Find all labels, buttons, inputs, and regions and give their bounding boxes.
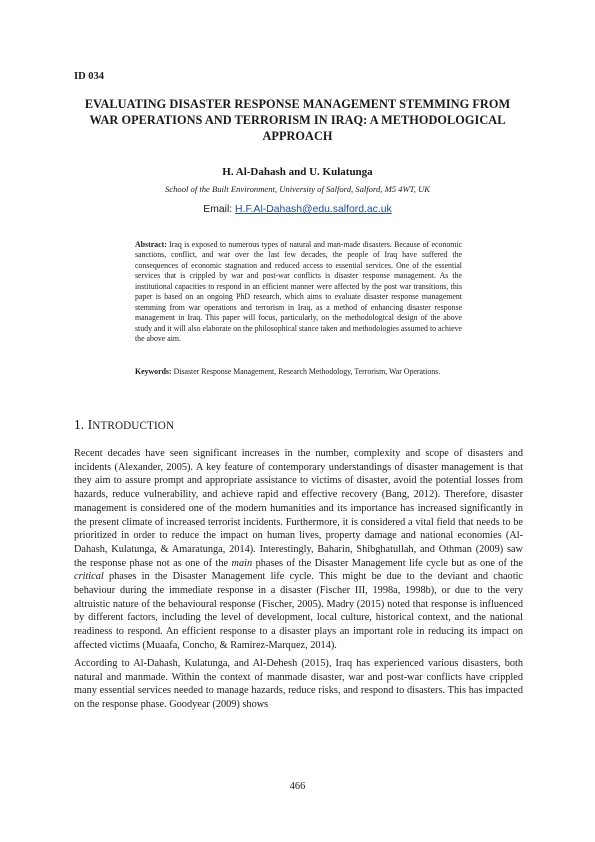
- keywords-label: Keywords:: [135, 367, 172, 376]
- paragraph-1-part-2: phases of the Disaster Management life cycle but as one of the: [252, 557, 524, 569]
- emphasis-critical: critical: [74, 571, 104, 583]
- section-title-rest: NTRODUCTION: [92, 420, 175, 432]
- section-number: 1.: [74, 417, 85, 432]
- email-link[interactable]: H.F.Al-Dahash@edu.salford.ac.uk: [235, 204, 392, 215]
- page-number: 466: [289, 781, 306, 792]
- abstract-label: Abstract:: [135, 240, 167, 249]
- abstract-text: Iraq is exposed to numerous types of natural and man-made disasters. Because of economic sanctions, conflict, and war over the last few decades, the people of Iraq have suffered the consequences of economic stagnation and reduced access to essential services. One of the essential services that is crippled by war and post-war conflicts is disaster response management. As the institutional capacities to respond in an efficient manner were affected by the post war transitions, this paper is based on an ongoing PhD research, which aims to evaluate disaster response management stemming from war operations and terrorism in Iraq, as a method of enhancing disaster response management in Iraq. This paper will focus, particularly, on the methodological design of the above study and it will also elaborate on the philosophical stance taken and methodologies assumed to achieve the above aim.: [135, 240, 462, 344]
- paragraph-1: [74, 447, 523, 653]
- section-heading-introduction: [74, 417, 174, 433]
- keywords-text: Disaster Response Management, Research Methodology, Terrorism, War Operations.: [173, 367, 441, 376]
- paper-id: ID 034: [74, 71, 105, 82]
- abstract: [135, 240, 462, 345]
- paragraph-2: According to Al-Dahash, Kulatunga, and Al-Dehesh (2015), Iraq has experienced various disasters, both natural and manmade. Within the context of manmade disaster, war and post-war conflicts have crippled many essential services needed to manage hazards, reduce risks, and respond to disasters. This has impacted on the response phase. Goodyear (2009) shows: [74, 658, 523, 711]
- email-label: Email:: [203, 204, 233, 215]
- paragraph-1-part-3: phases in the Disaster Management life cycle. This might be due to the deviant and chaotic behaviour during the immediate response in a disaster (Fischer III, 1998a, 1998b), or due to the very altruistic nature of the behavioural response (Fischer, 2005). Madry (2015) noted that response is influenced by different factors, including the level of development, local culture, historical context, and the national readiness to respond. An efficient response to a disaster plays an important role in reducing its impact on affected victims (Muaafa, Concho, & Ramirez-Marquez, 2014).: [74, 571, 523, 651]
- paper-title: EVALUATING DISASTER RESPONSE MANAGEMENT STEMMING FROM WAR OPERATIONS AND TERRORISM IN IRAQ: A METHODOLOGICAL APPROACH: [84, 97, 511, 144]
- email-line: [70, 204, 525, 215]
- keywords: [135, 367, 462, 377]
- affiliation: School of the Built Environment, University of Salford, Salford, M5 4WT, UK: [164, 184, 431, 194]
- section-title-initial: I: [87, 417, 93, 432]
- paragraph-1-part-1: Recent decades have seen significant increases in the number, complexity and scope of disasters and incidents (Alexander, 2005). A key feature of contemporary understandings of disaster management is that they aim to assure prompt and appropriate assistance to victims of disaster, avoid the potential losses from hazards, reduce vulnerability, and achieve rapid and effective recovery (Bang, 2012). Therefore, disaster management is considered one of the modern humanities and its importance has increased significantly in the present climate of increased terrorist incidents. Furthermore, it is considered a vital field that needs to be prioritized in order to reduce the impact on human lives, property damage and national economies (Al-Dahash, Kulatunga, & Amaratunga, 2014). Interestingly, Baharin, Shibghatullah, and Othman (2009) saw the response phase not as one of the: [74, 448, 523, 569]
- authors: H. Al-Dahash and U. Kulatunga: [222, 166, 373, 178]
- emphasis-main: main: [231, 557, 253, 569]
